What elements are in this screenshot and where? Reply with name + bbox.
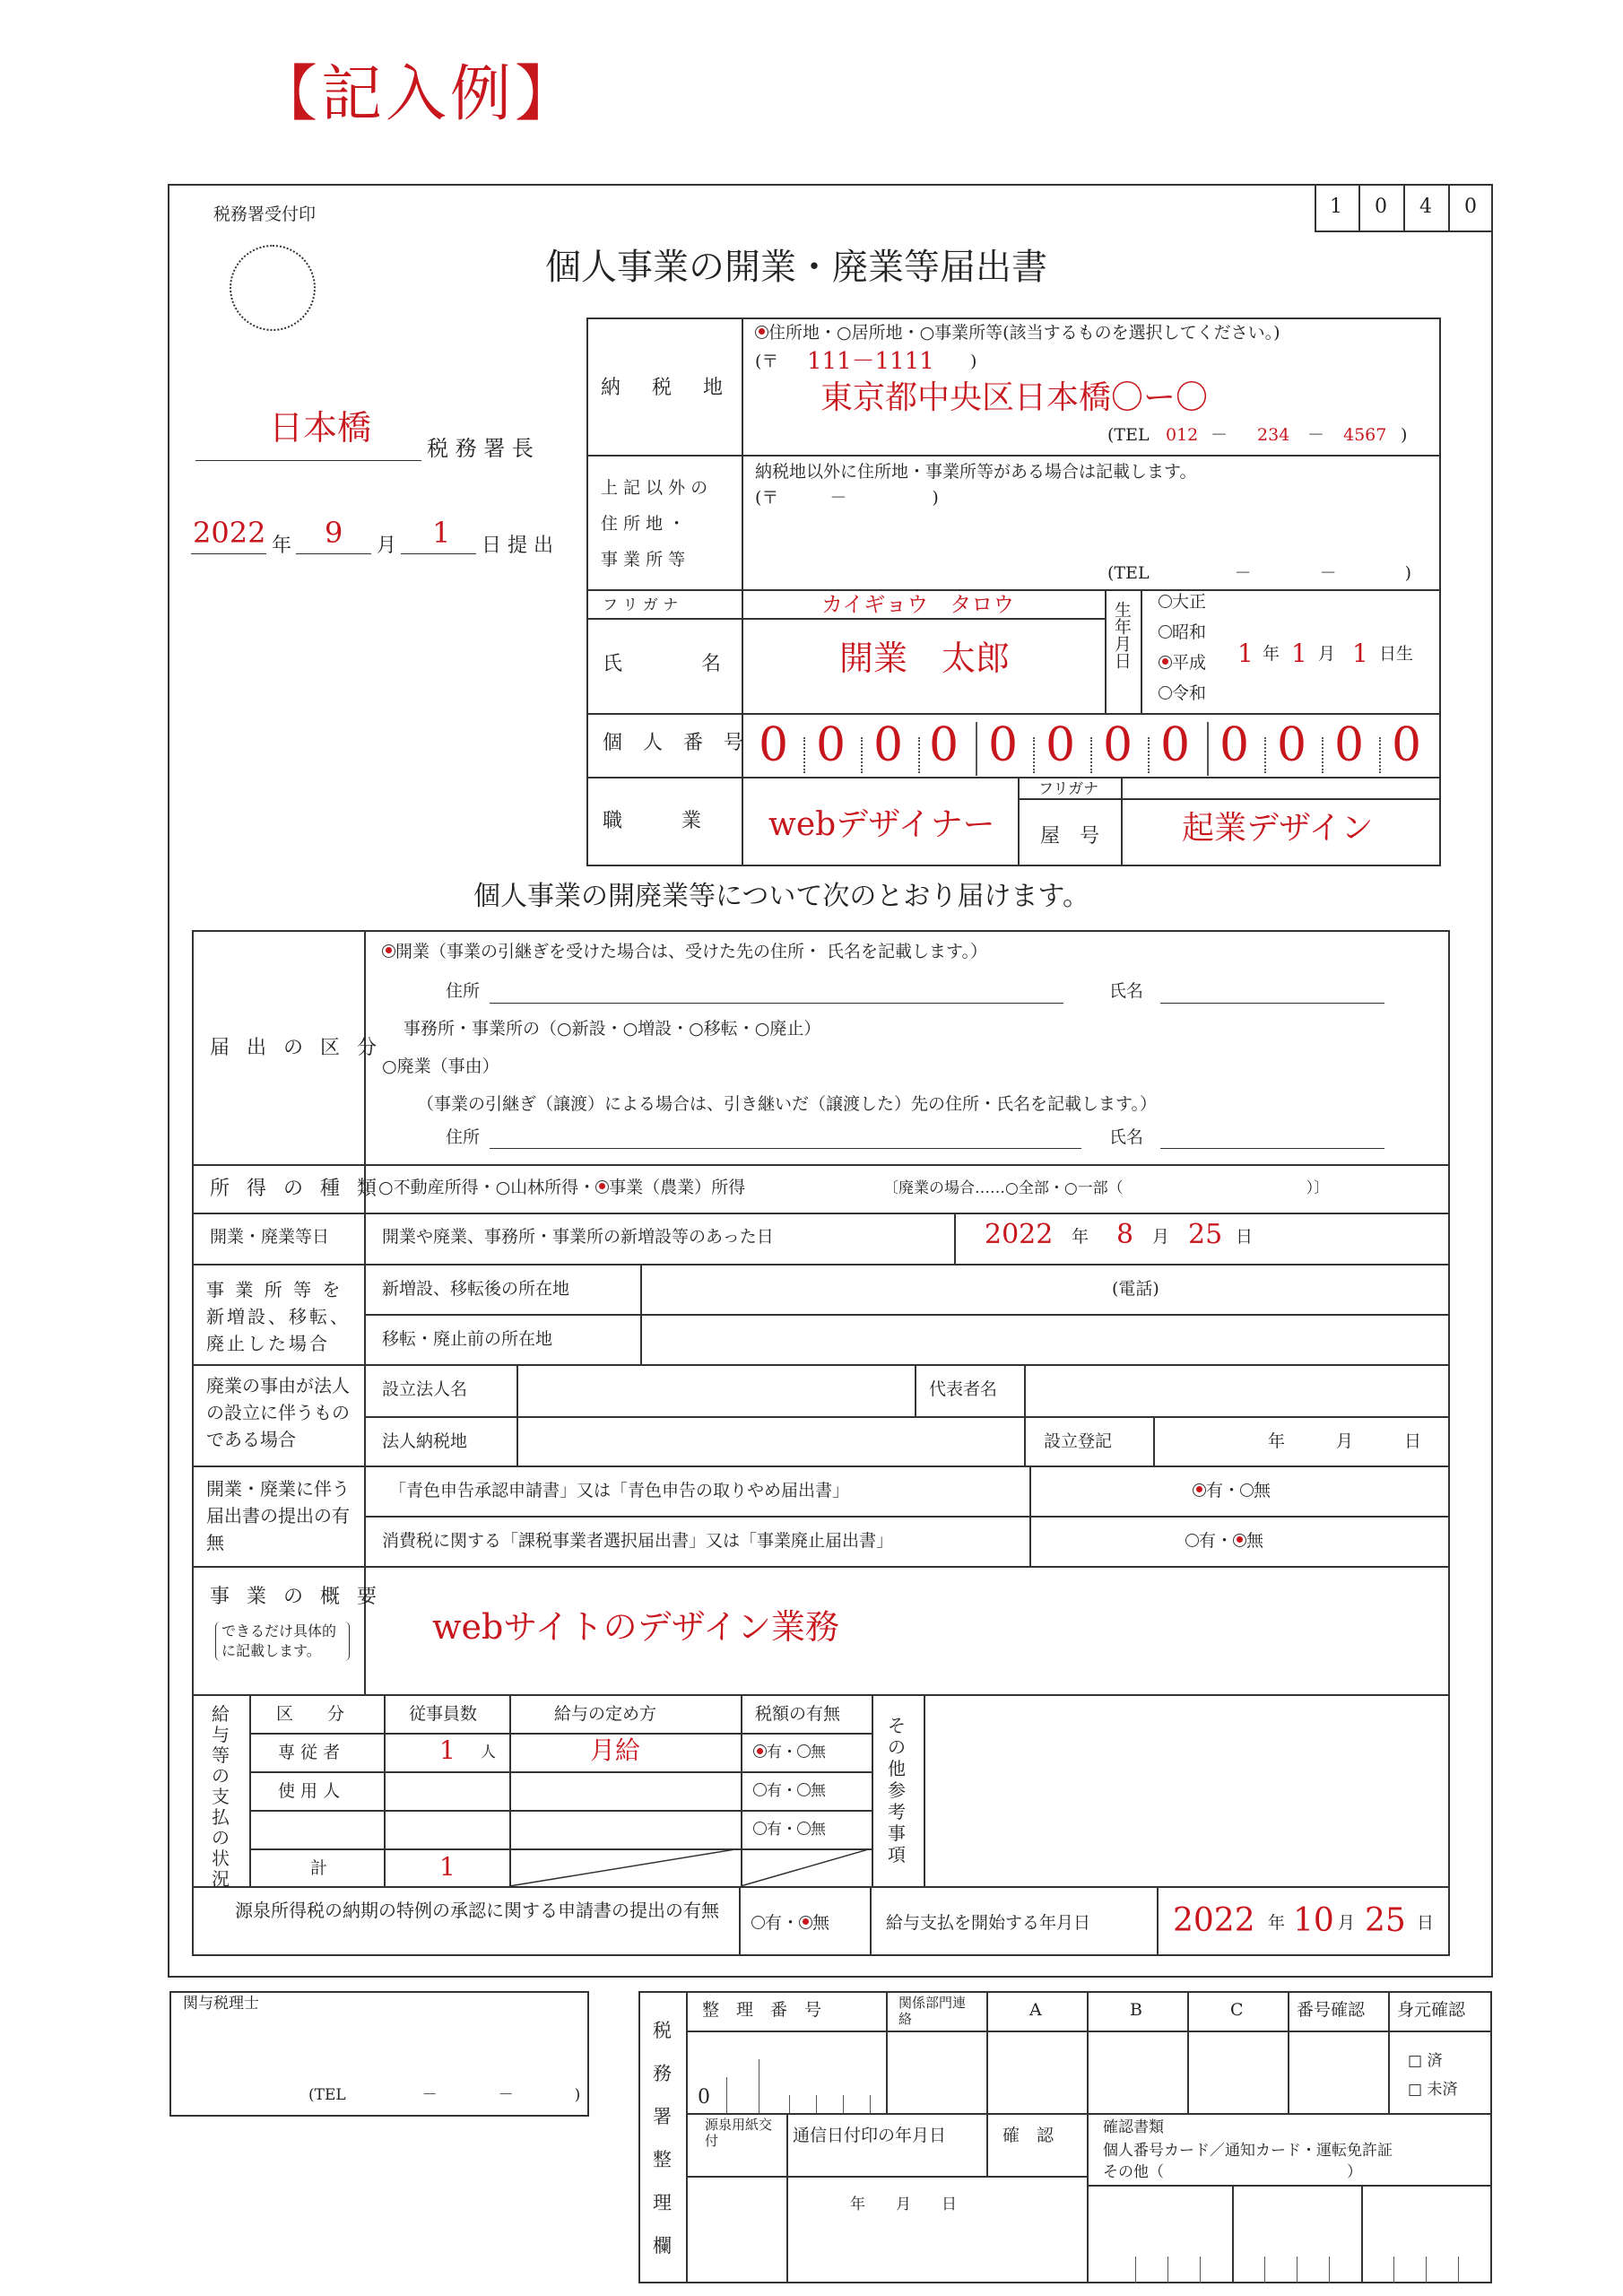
birth-year-unit: 年 bbox=[1263, 644, 1280, 664]
income-type-options[interactable]: ○不動産所得・○山林所得・ 事業（農業）所得 bbox=[378, 1178, 746, 1197]
salary-total-slash bbox=[509, 1848, 872, 1886]
income-type-label: 所 得 の 種 類 bbox=[210, 1178, 382, 1200]
trade-name-label: 屋 号 bbox=[1040, 825, 1100, 848]
other-address-label: 事 業 所 等 bbox=[601, 550, 686, 570]
category-open[interactable]: 開業（事業の引継ぎを受けた場合は、受けた先の住所・ 氏名を記載します。） bbox=[382, 944, 987, 961]
office-use-confirm-label: 確 認 bbox=[1002, 2126, 1055, 2145]
birth-month[interactable]: 1 bbox=[1291, 639, 1307, 668]
related-blue-label: 「青色申告承認申請書」又は「青色申告の取りやめ届出書」 bbox=[389, 1481, 850, 1500]
open-close-day[interactable]: 25 bbox=[1188, 1219, 1223, 1250]
open-close-year-unit: 年 bbox=[1072, 1227, 1089, 1247]
tax-place-options: 住所地・○居所地・○事業所等(該当するものを選択してください。) bbox=[755, 325, 1280, 342]
tax-place-tel-dash: － bbox=[1211, 425, 1228, 445]
related-filings-label: 開業・廃業に伴う届出書の提出の有無 bbox=[206, 1478, 350, 1553]
corp-reg-units: 年 月 日 bbox=[1268, 1431, 1422, 1451]
withholding-day-unit: 日 bbox=[1417, 1913, 1435, 1933]
office-use-side-label: 税務署整理欄 bbox=[653, 2020, 672, 2257]
office-use-col-dept: 関係部門連 絡 bbox=[898, 1995, 994, 2027]
submission-day[interactable]: 1 bbox=[432, 516, 451, 550]
tax-place-tel-1[interactable]: 012 bbox=[1166, 425, 1199, 445]
salary-col-count: 従事員数 bbox=[409, 1704, 478, 1724]
relocation-new-label: 新増設、移転後の所在地 bbox=[382, 1279, 570, 1299]
office-use-withholding-paper: 源泉用紙交 付 bbox=[705, 2117, 800, 2149]
trade-name-value[interactable]: 起業デザイン bbox=[1182, 810, 1374, 847]
birth-era-reiwa[interactable]: 令和 bbox=[1159, 685, 1206, 702]
trade-name-furigana-label: フリガナ bbox=[1038, 780, 1099, 798]
birth-era-heisei[interactable]: 平成 bbox=[1159, 655, 1206, 672]
occupation-value[interactable]: webデザイナー bbox=[768, 806, 995, 843]
office-use-col-num: 番号確認 bbox=[1297, 2000, 1366, 2020]
personal-number-digit[interactable]: 0 bbox=[1392, 718, 1422, 772]
office-use-date-units: 年 月 日 bbox=[850, 2196, 957, 2213]
salary-total[interactable]: 1 bbox=[439, 1852, 456, 1882]
relocation-phone-label: (電話) bbox=[1112, 1279, 1159, 1299]
category-close-note: （事業の引継ぎ（譲渡）による場合は、引き継いだ（譲渡した）先の住所・氏名を記載します。） bbox=[417, 1094, 1157, 1114]
withholding-month-unit: 月 bbox=[1338, 1913, 1356, 1933]
office-use-date-label: 通信日付印の年月日 bbox=[793, 2126, 947, 2145]
open-close-year[interactable]: 2022 bbox=[985, 1219, 1054, 1250]
notice-line: 個人事業の開廃業等について次のとおり届けます。 bbox=[473, 881, 1089, 912]
name-label: 氏 名 bbox=[603, 653, 722, 675]
open-close-month-unit: 月 bbox=[1152, 1227, 1170, 1247]
other-address-label: 上 記 以 外 の bbox=[601, 478, 708, 498]
salary-row-category: 専 従 者 bbox=[278, 1743, 341, 1762]
salary-col-rule: 給与の定め方 bbox=[554, 1704, 657, 1724]
withholding-month[interactable]: 10 bbox=[1293, 1902, 1334, 1939]
business-summary-label: 事 業 の 概 要 bbox=[210, 1586, 382, 1608]
office-use-col-id: 身元確認 bbox=[1397, 2000, 1466, 2020]
personal-number-digit[interactable]: 0 bbox=[816, 718, 846, 772]
office-stamp-circle bbox=[230, 245, 316, 331]
relocation-old-label: 移転・廃止前の所在地 bbox=[382, 1329, 553, 1349]
submission-month[interactable]: 9 bbox=[325, 516, 343, 550]
office-use-doc-label: 確認書類 bbox=[1103, 2118, 1164, 2136]
related-blue-value[interactable]: 有・ 無 bbox=[1193, 1483, 1271, 1500]
open-close-date-label: 開業・廃業等日 bbox=[210, 1227, 330, 1247]
office-use-id-not[interactable]: □ 未済 bbox=[1408, 2081, 1458, 2099]
salary-col-category: 区 分 bbox=[276, 1704, 345, 1724]
open-close-day-unit: 日 bbox=[1236, 1227, 1254, 1247]
open-close-month[interactable]: 8 bbox=[1116, 1219, 1134, 1250]
category-name-label: 氏名 bbox=[1109, 1127, 1144, 1147]
personal-number-digit[interactable]: 0 bbox=[1160, 718, 1191, 772]
salary-other-label: その他参考事項 bbox=[888, 1715, 906, 1866]
corp-name-label: 設立法人名 bbox=[382, 1379, 468, 1399]
salary-row-category: 使 用 人 bbox=[278, 1781, 341, 1801]
withholding-label: 源泉所得税の納期の特例の承認に関する申請書の提出の有無 bbox=[235, 1900, 719, 1921]
category-name-label: 氏名 bbox=[1109, 981, 1144, 1001]
salary-row-tax[interactable]: 有・ 無 bbox=[753, 1822, 826, 1838]
office-use-ref-start[interactable]: 0 bbox=[698, 2086, 710, 2109]
corporation-label: 廃業の事由が法人の設立に伴うものである場合 bbox=[206, 1375, 350, 1450]
tax-office-name[interactable]: 日本橋 bbox=[269, 408, 372, 448]
birth-year[interactable]: 1 bbox=[1237, 639, 1254, 668]
tax-place-tel-dash: － bbox=[1307, 425, 1325, 445]
form-code-digit: 0 bbox=[1464, 196, 1477, 218]
birth-era-taisho[interactable]: 大正 bbox=[1159, 594, 1206, 611]
tax-place-tel-2[interactable]: 234 bbox=[1257, 425, 1290, 445]
tax-place-postal-suffix: ) bbox=[970, 352, 977, 371]
related-tax-value[interactable]: 有・ 無 bbox=[1185, 1533, 1263, 1550]
withholding-day[interactable]: 25 bbox=[1365, 1902, 1406, 1939]
name-value[interactable]: 開業 太郎 bbox=[839, 639, 1011, 678]
birth-era-showa[interactable]: 昭和 bbox=[1159, 624, 1206, 641]
personal-number-digit[interactable]: 0 bbox=[873, 718, 904, 772]
corp-place-label: 法人納税地 bbox=[382, 1431, 468, 1451]
salary-row-count[interactable]: 1 bbox=[439, 1735, 456, 1765]
office-use-col-b: B bbox=[1130, 2000, 1142, 2020]
personal-number-digit[interactable]: 0 bbox=[929, 718, 959, 772]
tax-office-suffix: 税 務 署 長 bbox=[427, 436, 534, 461]
salary-row-rule[interactable]: 月給 bbox=[590, 1735, 641, 1765]
business-summary-value[interactable]: webサイトのデザイン業務 bbox=[432, 1607, 840, 1647]
form-code-digit: 1 bbox=[1330, 196, 1342, 218]
category-address-label: 住所 bbox=[446, 981, 481, 1001]
corp-reg-label: 設立登記 bbox=[1044, 1431, 1113, 1451]
category-close[interactable]: ○廃業（事由） bbox=[382, 1057, 499, 1076]
tax-place-postal-prefix: (〒 bbox=[755, 352, 779, 371]
salary-row-tax[interactable]: 有・ 無 bbox=[753, 1784, 826, 1799]
other-address-postal[interactable]: (〒 － ) bbox=[755, 488, 939, 508]
salary-row-tax[interactable]: 有・ 無 bbox=[753, 1745, 826, 1761]
office-use-col-c: C bbox=[1230, 2000, 1244, 2020]
salary-total-label: 計 bbox=[310, 1858, 328, 1878]
office-use-doc-list: 個人番号カード／通知カード・運転免許証 bbox=[1103, 2142, 1393, 2160]
form-code-digit: 4 bbox=[1419, 196, 1432, 218]
withholding-start-label: 給与支払を開始する年月日 bbox=[886, 1913, 1091, 1933]
tax-place-postal-code[interactable]: 111－1111 bbox=[807, 348, 934, 375]
corp-rep-label: 代表者名 bbox=[929, 1379, 998, 1399]
personal-number-digit[interactable]: 0 bbox=[759, 718, 789, 772]
personal-number-digit[interactable]: 0 bbox=[988, 718, 1019, 772]
withholding-year-unit: 年 bbox=[1268, 1913, 1286, 1933]
personal-number-digit[interactable]: 0 bbox=[1103, 718, 1133, 772]
salary-col-tax: 税額の有無 bbox=[755, 1704, 841, 1724]
birth-day-unit: 日生 bbox=[1379, 644, 1414, 664]
other-address-tel[interactable]: (TEL － － ) bbox=[1107, 563, 1411, 583]
tax-accountant-tel[interactable]: (TEL － － ) bbox=[308, 2086, 581, 2104]
tax-accountant-label: 関与税理士 bbox=[183, 1995, 259, 2013]
office-use-doc-other: その他（ ） bbox=[1103, 2163, 1362, 2181]
occupation-label: 職 業 bbox=[603, 810, 702, 832]
tax-place-label: 納 税 地 bbox=[601, 377, 735, 399]
category-address-label: 住所 bbox=[446, 1127, 481, 1147]
office-use-col-a: A bbox=[1029, 2000, 1042, 2020]
business-table bbox=[192, 930, 1450, 1956]
tax-place-tel-prefix: (TEL bbox=[1107, 425, 1150, 445]
open-close-date-desc: 開業や廃業、事務所・事業所の新増設等のあった日 bbox=[382, 1227, 774, 1247]
personal-number-digit[interactable]: 0 bbox=[1219, 718, 1250, 772]
name-furigana[interactable]: カイギョウ タロウ bbox=[821, 592, 1015, 617]
tax-place-address[interactable]: 東京都中央区日本橋〇ー〇 bbox=[820, 379, 1209, 416]
tax-place-tel-suffix: ) bbox=[1401, 425, 1408, 445]
office-stamp-label: 税務署受付印 bbox=[213, 204, 317, 224]
form-code-digit: 0 bbox=[1375, 196, 1387, 218]
other-address-label: 住 所 地 ・ bbox=[601, 514, 686, 534]
submission-year-unit: 年 bbox=[272, 535, 292, 557]
business-summary-note: できるだけ具体的に記載します。 bbox=[215, 1622, 350, 1661]
personal-number-digit[interactable]: 0 bbox=[1046, 718, 1076, 772]
personal-number-digit[interactable]: 0 bbox=[1334, 718, 1365, 772]
tax-place-tel-3[interactable]: 4567 bbox=[1343, 425, 1387, 445]
category-office-line[interactable]: 事務所・事業所の（○新設・○増設・○移転・○廃止） bbox=[404, 1019, 821, 1039]
personal-number-digit[interactable]: 0 bbox=[1277, 718, 1307, 772]
salary-side-label: 給与等の支払の状況 bbox=[212, 1703, 230, 1890]
birth-label: 生年月日 bbox=[1111, 601, 1132, 669]
example-label: 【記入例】 bbox=[256, 59, 580, 130]
income-type-closing-note: 〔廃業の場合……○全部・○一部（ ）〕 bbox=[883, 1179, 1330, 1197]
related-tax-label: 消費税に関する「課税事業者選択届出書」又は「事業廃止届出書」 bbox=[382, 1531, 894, 1551]
office-use-id-done[interactable]: □ 済 bbox=[1408, 2052, 1443, 2070]
category-label: 届 出 の 区 分 bbox=[210, 1037, 382, 1059]
other-address-note: 納税地以外に住所地・事業所等がある場合は記載します。 bbox=[755, 462, 1197, 482]
salary-row-unit: 人 bbox=[481, 1744, 496, 1761]
name-furigana-label: フ リ ガ ナ bbox=[603, 596, 679, 614]
birth-month-unit: 月 bbox=[1318, 644, 1336, 664]
form-title: 個人事業の開業・廃業等届出書 bbox=[545, 247, 1047, 288]
withholding-value[interactable]: 有・ 無 bbox=[751, 1915, 829, 1932]
office-use-col-ref: 整 理 番 号 bbox=[702, 2000, 822, 2020]
submission-day-unit: 日 提 出 bbox=[482, 535, 553, 557]
submission-year[interactable]: 2022 bbox=[193, 516, 266, 550]
radio-selected-icon[interactable] bbox=[755, 326, 768, 339]
withholding-year[interactable]: 2022 bbox=[1173, 1902, 1255, 1939]
submission-month-unit: 月 bbox=[377, 535, 397, 557]
personal-number-label: 個 人 番 号 bbox=[603, 732, 751, 754]
birth-day[interactable]: 1 bbox=[1352, 639, 1368, 668]
relocation-label: 事 業 所 等 を 新増設、移転、 廃止した場合 bbox=[206, 1279, 351, 1354]
